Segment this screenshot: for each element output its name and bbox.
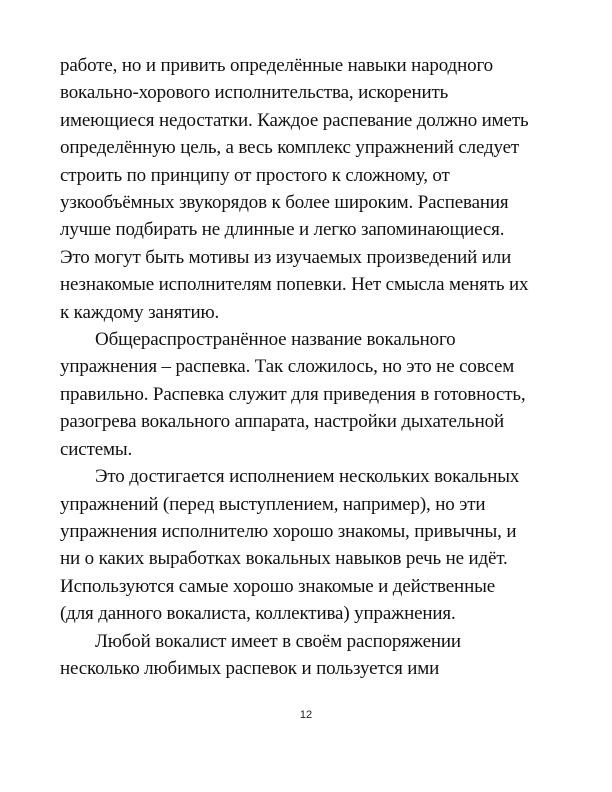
text-line: лучше подбирать не длинные и легко запоминающиеся. xyxy=(60,219,505,241)
body-text xyxy=(60,52,560,682)
paragraph-4 xyxy=(60,628,560,683)
text-line: узкообъёмных звукорядов к более широким. Распевания xyxy=(60,192,509,214)
text-line: Используются самые хорошо знакомые и действенные xyxy=(60,575,495,597)
text-line: Это могут быть мотивы из изучаемых произведений или xyxy=(60,246,512,268)
text-line: Это достигается исполнением нескольких вокальных xyxy=(95,466,520,488)
text-line: определённую цель, а весь комплекс упражнений следует xyxy=(60,137,520,159)
paragraph-2 xyxy=(60,326,560,463)
page-number: 12 xyxy=(299,709,313,721)
text-line: Любой вокалист имеет в своём распоряжении xyxy=(95,630,461,652)
text-line: правильно. Распевка служит для приведения в готовность, xyxy=(60,383,526,405)
paragraph-1 xyxy=(60,52,560,326)
text-line: несколько любимых распевок и пользуется ими xyxy=(60,657,440,679)
text-line: системы. xyxy=(60,438,133,460)
text-line: работе, но и привить определённые навыки народного xyxy=(60,55,493,76)
text-line: (для данного вокалиста, коллектива) упражнения. xyxy=(60,603,456,625)
text-line: ни о каких выработках вокальных навыков речь не идёт. xyxy=(60,548,508,570)
text-line: вокально-хорового исполнительства, искоренить xyxy=(60,82,449,104)
text-line: разогрева вокального аппарата, настройки дыхательной xyxy=(60,411,505,433)
text-line: упражнения исполнителю хорошо знакомы, привычны, и xyxy=(60,520,517,542)
text-line: незнакомые исполнителям попевки. Нет смысла менять их xyxy=(60,274,529,296)
text-line: Общераспространённое название вокального xyxy=(95,329,456,351)
paragraph-3 xyxy=(60,463,560,627)
text-line: упражнений (перед выступлением, например), но эти xyxy=(60,493,486,515)
text-line: имеющиеся недостатки. Каждое распевание должно иметь xyxy=(60,109,529,131)
text-line: строить по принципу от простого к сложному, от xyxy=(60,164,450,186)
text-line: к каждому занятию. xyxy=(60,301,220,323)
text-line: упражнения – распевка. Так сложилось, но это не совсем xyxy=(60,356,515,378)
